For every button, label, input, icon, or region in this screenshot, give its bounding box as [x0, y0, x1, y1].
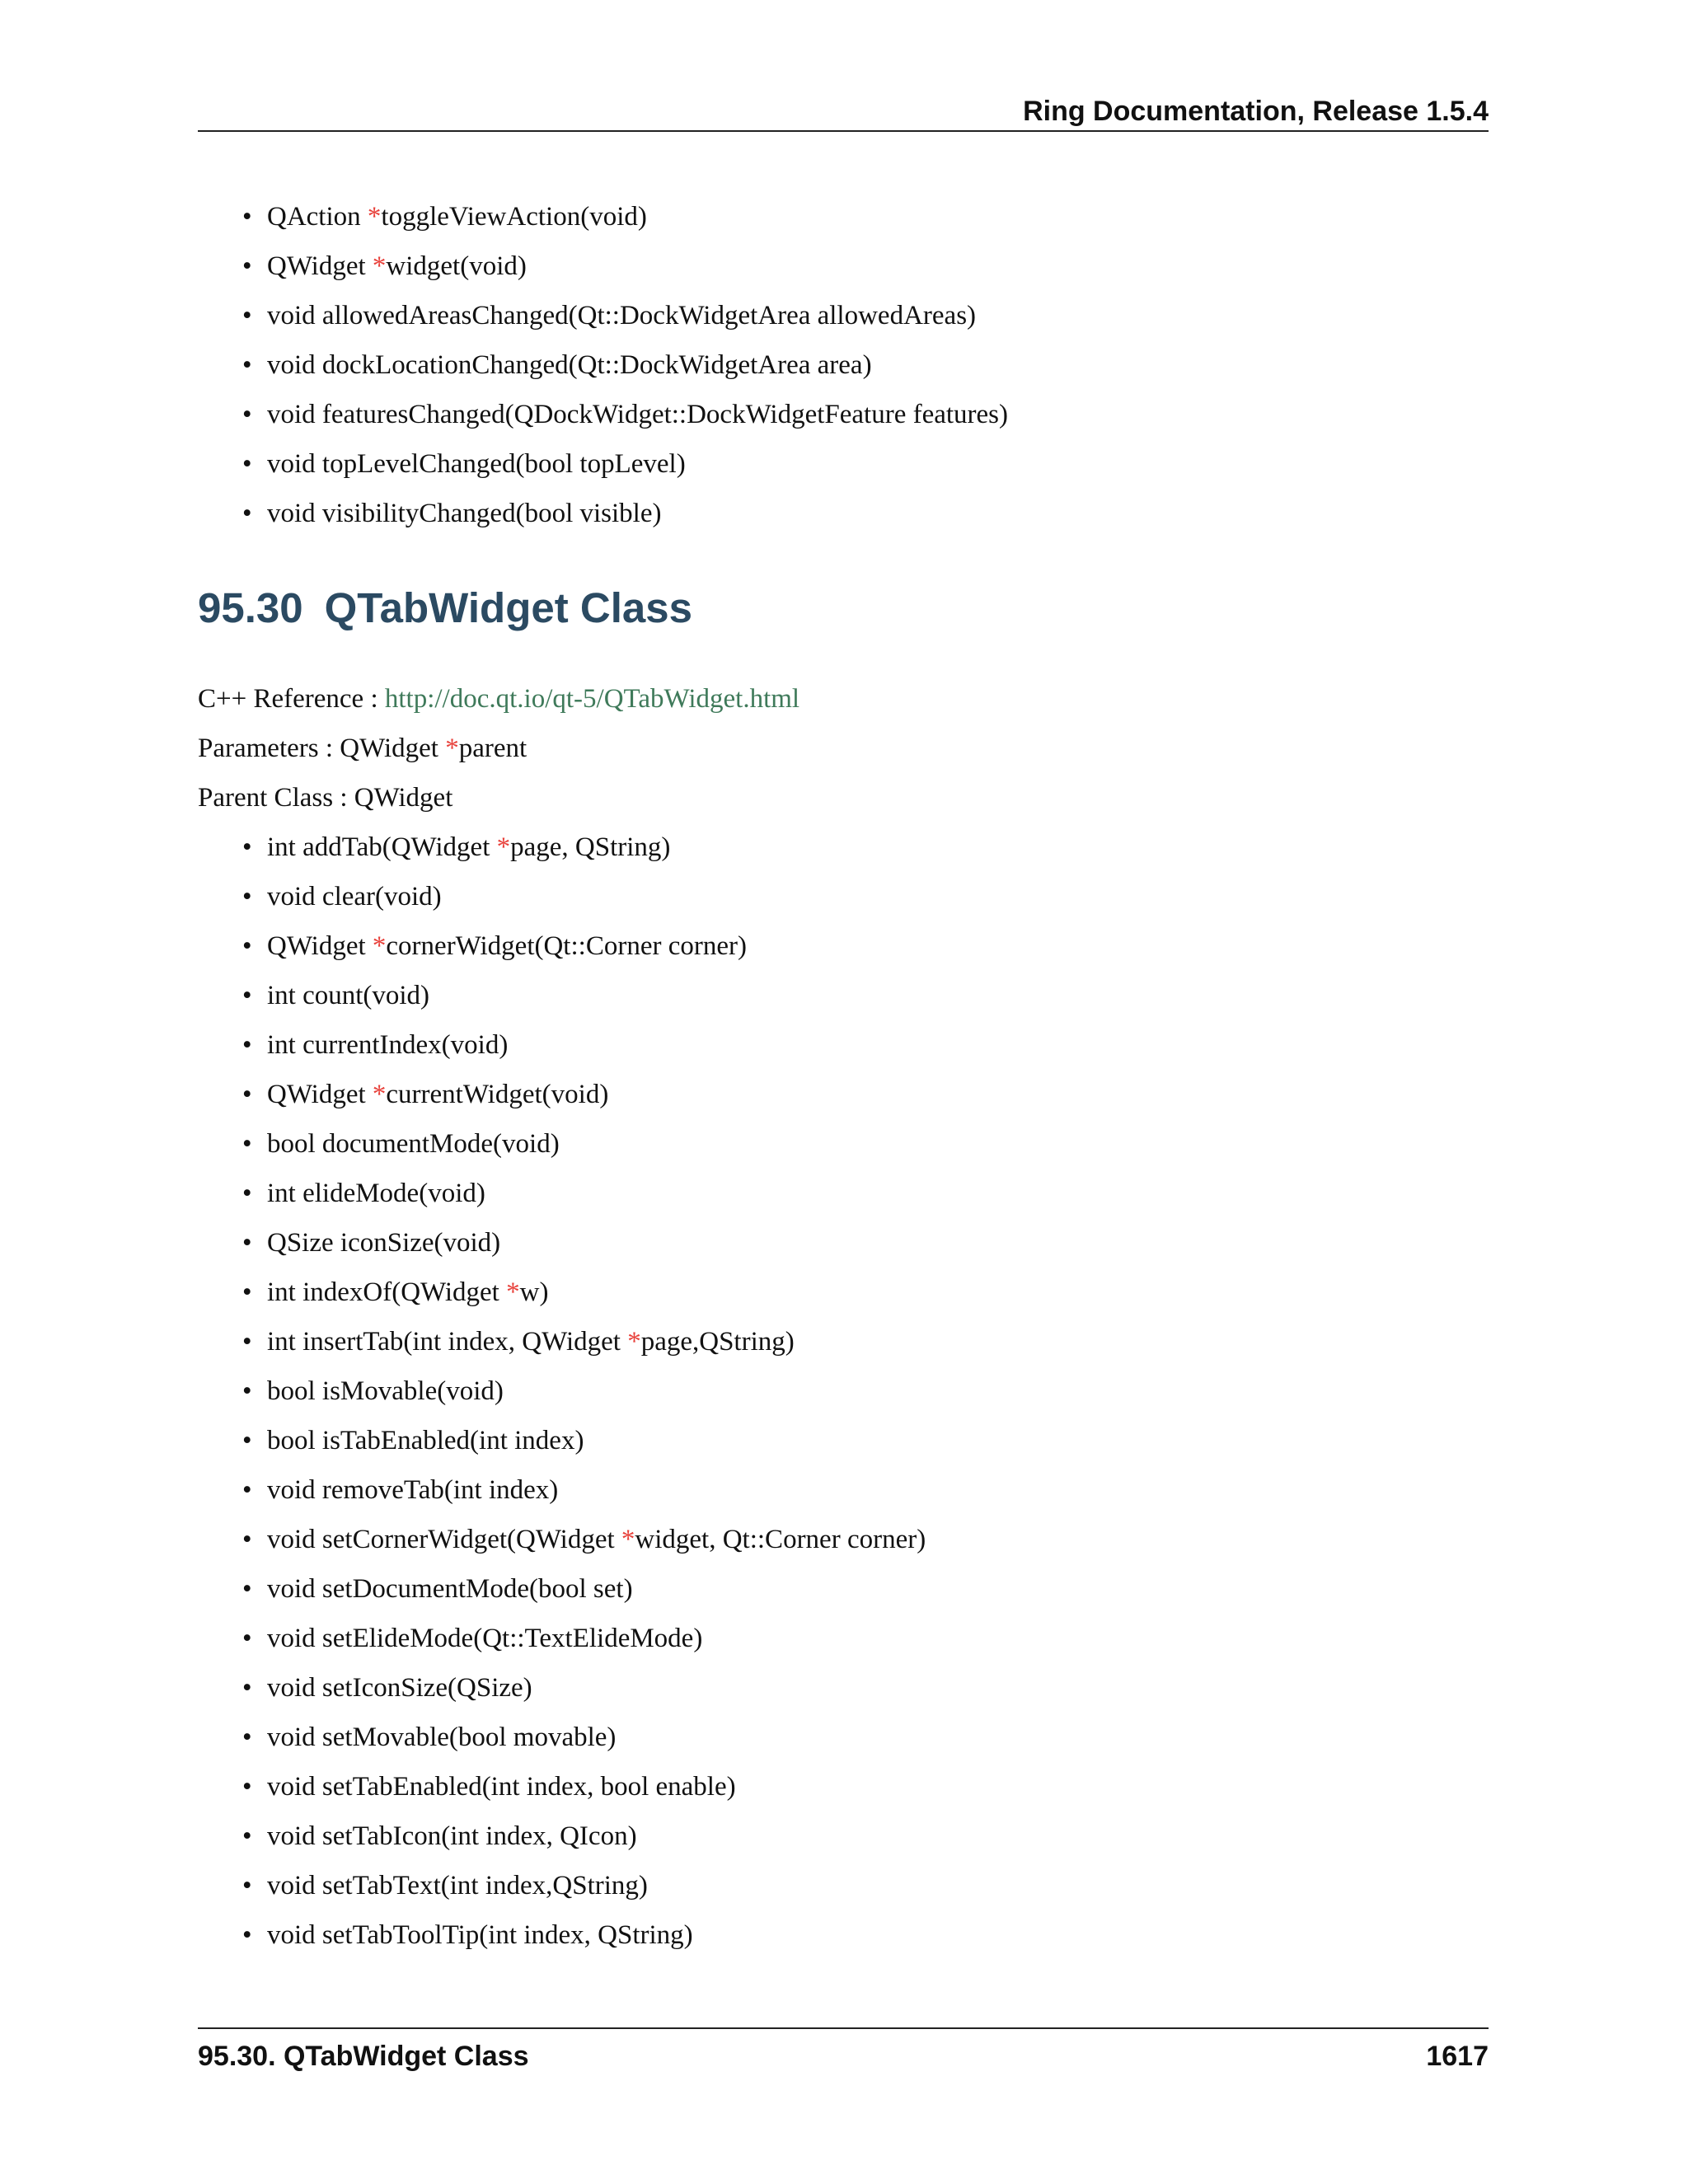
pointer-star: * — [621, 1525, 635, 1554]
bullet-icon: • — [242, 1624, 252, 1653]
bullet-icon: • — [242, 449, 252, 479]
method-list-item — [242, 823, 926, 872]
method-signature-start: void setDocumentMode(bool set) — [267, 1574, 633, 1604]
method-signature-start: void dockLocationChanged(Qt::DockWidgetArea area) — [267, 350, 872, 380]
method-list-item — [242, 1564, 926, 1614]
bullet-icon: • — [242, 1228, 252, 1258]
bullet-icon: • — [242, 1129, 252, 1159]
bullet-icon: • — [242, 981, 252, 1010]
method-signature-start: void featuresChanged(QDockWidget::DockWidgetFeature features) — [267, 400, 1009, 429]
method-signature-start: void setTabText(int index,QString) — [267, 1871, 648, 1900]
parameters-name: parent — [458, 733, 528, 763]
method-signature-start: bool isMovable(void) — [267, 1376, 504, 1406]
page-number: 1617 — [1426, 2041, 1489, 2072]
bullet-icon: • — [242, 1821, 252, 1851]
section-heading — [198, 583, 692, 632]
cpp-reference-line — [198, 674, 799, 724]
bullet-icon: • — [242, 1475, 252, 1505]
method-signature-start: QSize iconSize(void) — [267, 1228, 501, 1258]
method-signature-start: int indexOf(QWidget — [267, 1277, 507, 1307]
method-list-item — [242, 241, 1008, 291]
method-signature-start: void clear(void) — [267, 882, 442, 912]
method-list-item — [242, 1811, 926, 1861]
parameters-label: Parameters : — [198, 733, 340, 763]
bullet-icon: • — [242, 499, 252, 528]
method-signature-start: int count(void) — [267, 981, 430, 1010]
method-signature-start: QWidget — [267, 931, 373, 961]
method-signature-start: void setTabToolTip(int index, QString) — [267, 1920, 693, 1950]
page-header — [198, 89, 1489, 132]
method-signature-start: void setIconSize(QSize) — [267, 1673, 532, 1703]
method-signature-start: int addTab(QWidget — [267, 832, 497, 862]
method-list-item — [242, 1416, 926, 1465]
parent-class-line — [198, 773, 452, 823]
method-signature-start: bool isTabEnabled(int index) — [267, 1426, 584, 1455]
section-title: QTabWidget Class — [324, 584, 692, 631]
bullet-icon: • — [242, 1179, 252, 1208]
method-signature-end: toggleViewAction(void) — [381, 202, 647, 232]
method-signature-end: page,QString) — [640, 1327, 795, 1357]
method-signature-end: w) — [519, 1277, 549, 1307]
parameters-line — [198, 724, 527, 773]
method-signature-end: page, QString) — [510, 832, 671, 862]
method-list-item — [242, 872, 926, 921]
bullet-icon: • — [242, 1574, 252, 1604]
method-signature-start: QWidget — [267, 251, 373, 281]
method-signature-start: void topLevelChanged(bool topLevel) — [267, 449, 686, 479]
parent-class-label: Parent Class : — [198, 783, 354, 813]
bullet-icon: • — [242, 1772, 252, 1802]
method-signature-start: void visibilityChanged(bool visible) — [267, 499, 662, 528]
cpp-reference-link[interactable]: http://doc.qt.io/qt-5/QTabWidget.html — [384, 684, 800, 714]
method-signature-start: void allowedAreasChanged(Qt::DockWidgetArea allowedAreas) — [267, 301, 977, 330]
method-signature-start: QWidget — [267, 1080, 373, 1109]
pointer-star: * — [496, 832, 511, 862]
method-signature-start: void setTabIcon(int index, QIcon) — [267, 1821, 637, 1851]
method-signature-start: void removeTab(int index) — [267, 1475, 559, 1505]
pointer-star: * — [372, 931, 387, 961]
method-list-item — [242, 340, 1008, 390]
method-list-item — [242, 921, 926, 971]
pointer-star: * — [367, 202, 382, 232]
pointer-star: * — [372, 1080, 387, 1109]
method-list-item — [242, 1268, 926, 1317]
bullet-icon: • — [242, 882, 252, 912]
document-title: Ring Documentation, Release 1.5.4 — [1023, 96, 1489, 127]
bullet-icon: • — [242, 1376, 252, 1406]
method-list-item — [242, 1218, 926, 1268]
bullet-icon: • — [242, 301, 252, 330]
method-list-item — [242, 1515, 926, 1564]
method-list-item — [242, 489, 1008, 538]
method-list-item — [242, 192, 1008, 241]
method-list-item — [242, 1366, 926, 1416]
bullet-icon: • — [242, 1030, 252, 1060]
tab-widget-method-list — [242, 823, 926, 1960]
method-list-item — [242, 1762, 926, 1811]
bullet-icon: • — [242, 1426, 252, 1455]
dock-widget-method-list — [242, 192, 1008, 538]
method-list-item — [242, 1910, 926, 1960]
method-list-item — [242, 1169, 926, 1218]
bullet-icon: • — [242, 1722, 252, 1752]
method-list-item — [242, 291, 1008, 340]
parameters-type: QWidget — [340, 733, 446, 763]
bullet-icon: • — [242, 1080, 252, 1109]
bullet-icon: • — [242, 832, 252, 862]
bullet-icon: • — [242, 1920, 252, 1950]
method-signature-end: widget, Qt::Corner corner) — [635, 1525, 926, 1554]
parent-class-value: QWidget — [354, 783, 453, 813]
method-list-item — [242, 1713, 926, 1762]
bullet-icon: • — [242, 350, 252, 380]
pointer-star: * — [372, 251, 387, 281]
bullet-icon: • — [242, 1327, 252, 1357]
method-signature-start: int elideMode(void) — [267, 1179, 485, 1208]
bullet-icon: • — [242, 1673, 252, 1703]
method-list-item — [242, 1861, 926, 1910]
bullet-icon: • — [242, 931, 252, 961]
method-list-item — [242, 1070, 926, 1119]
method-signature-start: void setMovable(bool movable) — [267, 1722, 617, 1752]
method-list-item — [242, 390, 1008, 439]
method-signature-start: void setTabEnabled(int index, bool enable) — [267, 1772, 736, 1802]
bullet-icon: • — [242, 1871, 252, 1900]
bullet-icon: • — [242, 1525, 252, 1554]
method-list-item — [242, 1614, 926, 1663]
pointer-star: * — [506, 1277, 520, 1307]
method-list-item — [242, 971, 926, 1020]
footer-section-title: 95.30. QTabWidget Class — [198, 2041, 529, 2072]
cpp-reference-label: C++ Reference : — [198, 684, 385, 714]
method-signature-start: int currentIndex(void) — [267, 1030, 509, 1060]
bullet-icon: • — [242, 400, 252, 429]
bullet-icon: • — [242, 251, 252, 281]
pointer-star: * — [445, 733, 459, 763]
method-list-item — [242, 1663, 926, 1713]
pointer-star: * — [627, 1327, 641, 1357]
page-footer — [198, 2027, 1489, 2079]
method-list-item — [242, 1119, 926, 1169]
method-list-item — [242, 1020, 926, 1070]
method-list-item — [242, 1465, 926, 1515]
method-signature-end: widget(void) — [386, 251, 527, 281]
method-list-item — [242, 439, 1008, 489]
method-signature-end: cornerWidget(Qt::Corner corner) — [386, 931, 747, 961]
method-signature-start: void setCornerWidget(QWidget — [267, 1525, 621, 1554]
bullet-icon: • — [242, 202, 252, 232]
section-number: 95.30 — [198, 584, 303, 631]
method-signature-start: int insertTab(int index, QWidget — [267, 1327, 628, 1357]
method-signature-end: currentWidget(void) — [386, 1080, 609, 1109]
method-signature-start: void setElideMode(Qt::TextElideMode) — [267, 1624, 703, 1653]
method-signature-start: QAction — [267, 202, 368, 232]
bullet-icon: • — [242, 1277, 252, 1307]
method-list-item — [242, 1317, 926, 1366]
method-signature-start: bool documentMode(void) — [267, 1129, 560, 1159]
